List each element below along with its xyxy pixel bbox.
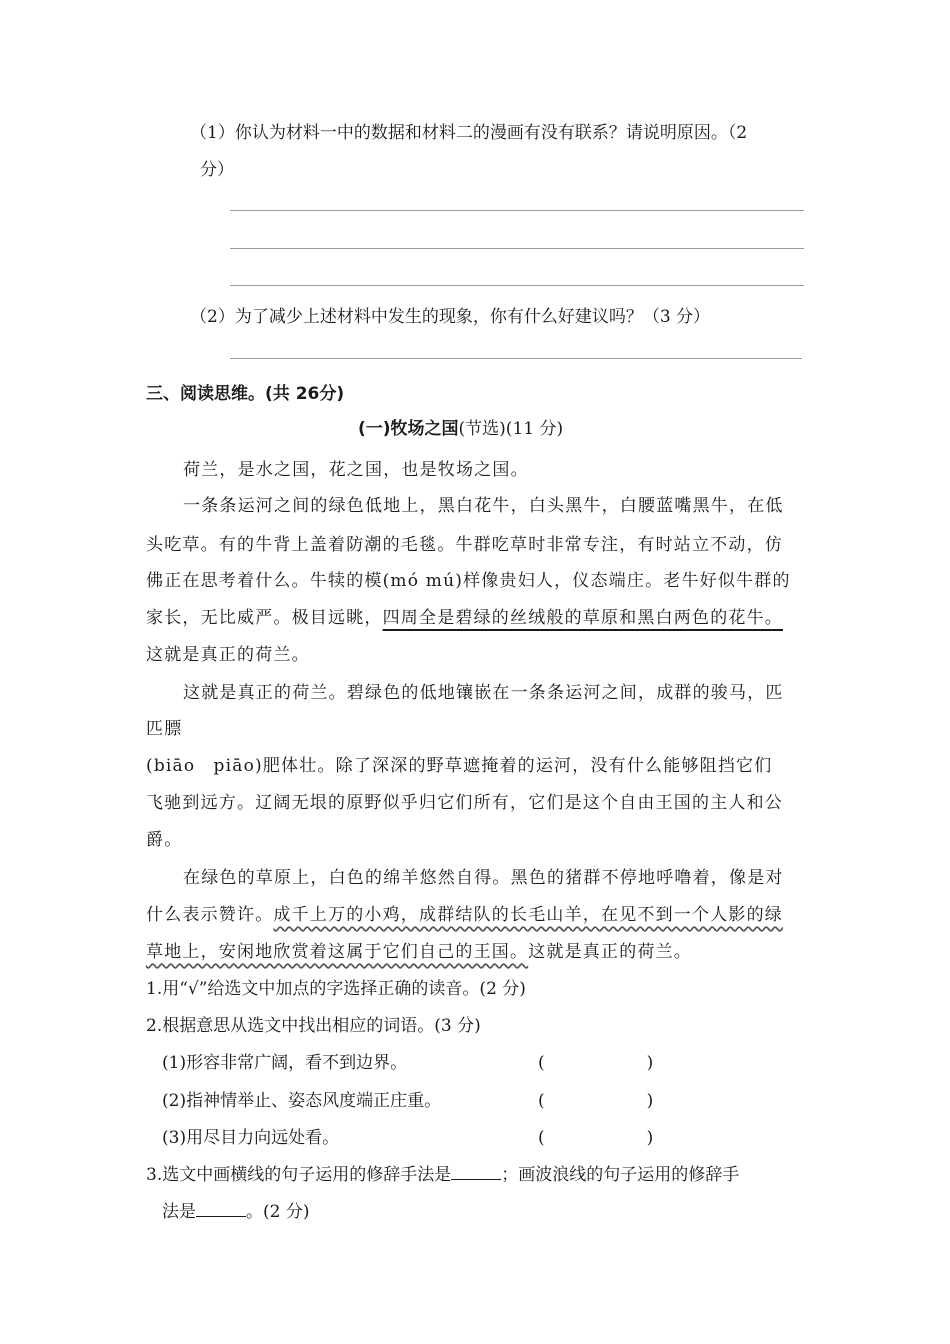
question-1-line-2: 分）	[200, 160, 234, 180]
passage-title-bold: (一)牧场之国	[358, 419, 459, 439]
blank-straight-rhetoric[interactable]	[451, 1163, 501, 1180]
passage-p2-line1: 一条条运河之间的绿色低地上，黑白花牛，白头黑牛，白腰蓝嘴黑牛，在低	[183, 496, 784, 516]
straight-underlined-sentence: 四周全是碧绿的丝绒般的草原和黑白两色的花牛。	[382, 608, 784, 628]
passage-p4-line1: 在绿色的草原上，白色的绵羊悠然自得。黑色的猪群不停地呼噜着，像是对	[183, 868, 784, 888]
passage-p2-line4-plain: 家长，无比威严。极目远眺，	[146, 608, 383, 628]
question-3-part-d: 。(2 分)	[246, 1202, 310, 1222]
passage-p3-line4: 飞驰到远方。辽阔无垠的原野似乎归它们所有，它们是这个自由王国的主人和公	[146, 793, 783, 813]
wavy-underlined-sentence-part2: 草地上，安闲地欣赏着这属于它们自己的王国。	[146, 942, 529, 962]
section-heading: 三、阅读思维。(共 26分)	[146, 384, 345, 404]
passage-p3-line5: 爵。	[146, 830, 183, 850]
question-1-line-1: （1）你认为材料一中的数据和材料二的漫画有没有联系？请说明原因。（2	[190, 123, 748, 143]
passage-p2-line3: 佛正在思考着什么。牛犊的模(mó mú)样像贵妇人，仪态端庄。老牛好似牛群的	[146, 571, 791, 591]
passage-p4-line2	[146, 900, 783, 925]
passage-title	[358, 414, 563, 439]
passage-p3-line2: 匹膘	[146, 719, 183, 739]
question-3-part-c: 法是	[162, 1202, 196, 1222]
q2-item-3-text: (3)用尽目力向远处看。	[162, 1128, 340, 1148]
question-1: 1.用“√”给选文中加点的字选择正确的读音。(2 分)	[146, 979, 526, 999]
q2-item-2-text: (2)指神情举止、姿态风度端正庄重。	[162, 1091, 442, 1111]
passage-title-rest: (节选)(11 分)	[458, 419, 564, 439]
passage-p4-line3-plain: 这就是真正的荷兰。	[528, 942, 693, 962]
answer-line-3[interactable]	[230, 285, 804, 286]
answer-line-2[interactable]	[230, 248, 804, 249]
question-3-line-1	[146, 1160, 739, 1185]
passage-p2-line2: 头吃草。有的牛背上盖着防潮的毛毯。牛群吃草时非常专注，有时站立不动，仿	[146, 535, 783, 555]
passage-p4-line2-plain: 什么表示赞许。	[146, 905, 274, 925]
question-2: （2）为了减少上述材料中发生的现象，你有什么好建议吗？（3 分）	[190, 307, 711, 327]
q2-item-1-text: (1)形容非常广阔，看不到边界。	[162, 1053, 408, 1073]
answer-line-4[interactable]	[230, 358, 802, 359]
passage-p3-line1: 这就是真正的荷兰。碧绿色的低地镶嵌在一条条运河之间，成群的骏马，匹	[183, 683, 784, 703]
q2-item-3-answer[interactable]: ( )	[538, 1128, 654, 1148]
question-3-part-a: 3.选文中画横线的句子运用的修辞手法是	[146, 1165, 452, 1185]
answer-line-1[interactable]	[230, 210, 804, 211]
q2-item-2-answer[interactable]: ( )	[538, 1091, 654, 1111]
passage-p2-line4	[146, 603, 783, 628]
q2-item-1-answer[interactable]: ( )	[538, 1053, 654, 1073]
question-3-line-2	[162, 1197, 309, 1222]
wavy-underlined-sentence-part1: 成千上万的小鸡，成群结队的长毛山羊，在见不到一个人影的绿	[273, 905, 784, 925]
passage-p3-line3: (biāo piāo)肥体壮。除了深深的野草遮掩着的运河，没有什么能够阻挡它们	[146, 756, 773, 776]
question-3-part-b: ；画波浪线的句子运用的修辞手	[501, 1165, 740, 1185]
passage-p1: 荷兰，是水之国，花之国，也是牧场之国。	[183, 460, 529, 480]
passage-p4-line3	[146, 937, 692, 962]
question-2: 2.根据意思从选文中找出相应的词语。(3 分)	[146, 1016, 481, 1036]
passage-p2-line5: 这就是真正的荷兰。	[146, 645, 310, 665]
blank-wavy-rhetoric[interactable]	[196, 1200, 246, 1217]
